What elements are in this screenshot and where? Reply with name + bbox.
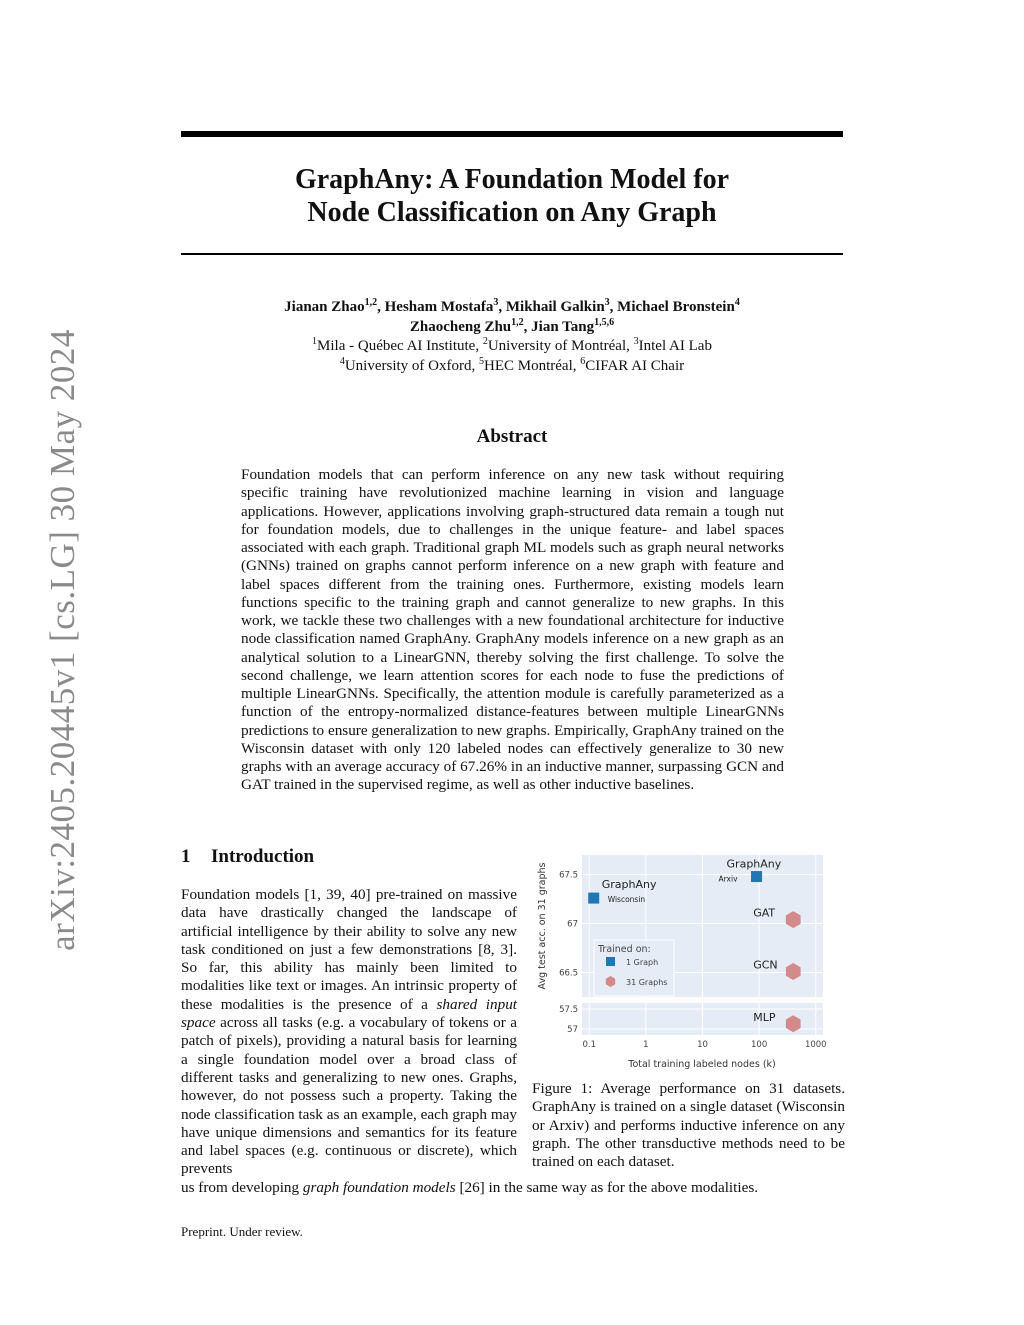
title-bottom-rule [181, 253, 843, 255]
author-affil: 4 [734, 297, 740, 308]
arxiv-stamp: arXiv:2405.20445v1 [cs.LG] 30 May 2024 [43, 329, 82, 951]
title-top-rule [181, 131, 843, 137]
data-point-square [751, 871, 762, 882]
chart-svg [530, 846, 843, 1076]
y-axis-label: Avg test acc. on 31 graphs [537, 862, 548, 990]
author-name: Jian Tang [531, 318, 595, 335]
data-label-name: MLP [753, 1010, 776, 1024]
author-block [181, 298, 843, 376]
author-line-1: Jianan Zhao$^{1,2}$, Hesham Mostafa$^3$, Mikhail Galkin$^3$, Michael Bronstein$^4$ [284, 297, 740, 315]
data-label-name: GAT [753, 906, 776, 920]
data-label-sub: Arxiv [718, 874, 738, 884]
section-heading [181, 846, 314, 868]
legend-label-31-graphs: 31 Graphs [626, 978, 668, 987]
author-name: Michael Bronstein [617, 299, 735, 315]
footer-note: Preprint. Under review. [181, 1224, 303, 1239]
data-point-square [588, 893, 599, 904]
x-tick-label: 1 [643, 1040, 649, 1050]
author-affil: 1,5,6 [594, 316, 615, 328]
legend-marker-1-graph [606, 957, 615, 966]
x-axis-label: Total training labeled nodes (k) [628, 1059, 776, 1070]
section-number: 1 [181, 846, 191, 867]
intro-paragraph: Foundation models [1, 39, 40] pre-trained on massive data have drastically changed the landscape of artificial intelligence by their ability to solve any new task conditioned on just a few demonstrations [8, 3]. So far, this ability has mainly been limited to modalities like text or images. An intrinsic property of these modalities is the presence of a shared input space across all tasks (e.g. a vocabulary of tokens or a patch of pixels), providing a natural basis for learning a single foundation model over a broad class of different tasks and generalizing to new ones. Graphs, however, do not possess such a property. Taking the node classification task as an example, each graph may have unique dimensions and semantics for its feature and label spaces (e.g. continuous or discrete), which prevents [181, 886, 518, 1178]
y-tick-label: 67 [567, 919, 578, 930]
author-name: Mikhail Galkin [505, 299, 605, 315]
abstract-text: Foundation models that can perform inference on any new task without requiring specific training have revolutionized machine learning in vision and language applications. However, applications involving graph-structured data remain a tough nut for foundation models, due to challenges in the unique feature- and label spaces associated with each graph. Traditional graph ML models such as graph neural networks (GNNs) trained on graphs cannot perform inference on a new graph with feature and label spaces different from the training ones. Furthermore, existing models learn functions specific to the training graph and cannot generalize to new graphs. In this work, we tackle these two challenges with a new foundational architecture for inductive node classification named GraphAny. GraphAny models inference on a new graph as an analytical solution to a LinearGNN, thereby solving the first challenge. To solve the second challenge, we learn attention scores for each node to fuse the predictions of multiple LinearGNNs. Specifically, the attention module is carefully parameterized as a function of the entropy-normalized distance-features between multiple LinearGNNs predictions to ensure generalization to new graphs. Empirically, GraphAny trained on the Wisconsin dataset with only 120 labeled nodes can effectively generalize to 30 new graphs with an average accuracy of 67.26% in an inductive manner, surpassing GCN and GAT trained in the supervised regime, as well as other inductive baselines. [241, 466, 784, 794]
author-affil: 1,2 [511, 316, 524, 328]
author-line-2: Zhaocheng Zhu$^{1,2}$, Jian Tang$^{1,5,6}$ [409, 316, 615, 335]
chart-legend [594, 940, 674, 996]
emphasis: shared input space [181, 995, 518, 1032]
author-name: Zhaocheng Zhu [409, 318, 512, 335]
x-tick-label: 10 [697, 1040, 708, 1050]
legend-label-1-graph: 1 Graph [626, 958, 659, 967]
y-tick-label: 57 [567, 1025, 578, 1035]
y-tick-label: 67.5 [559, 870, 578, 881]
abstract-heading: Abstract [476, 426, 548, 447]
legend-title: Trained on: [598, 944, 651, 955]
affiliation-line-1: $^1$Mila - Québec AI Institute, $^2$University of Montréal, $^3$Intel AI Lab [312, 336, 712, 354]
data-label-name: GCN [753, 958, 778, 972]
x-tick-label: 1000 [804, 1040, 827, 1050]
data-label-name: GraphAny [601, 878, 657, 892]
x-tick-label: 100 [751, 1040, 768, 1050]
y-tick-label: 57.5 [559, 1005, 578, 1015]
figure-1-chart [530, 846, 843, 1076]
section-title: Introduction [211, 846, 315, 867]
author-affil: 3 [604, 297, 610, 308]
page-title [181, 163, 843, 229]
intro-paragraph-tail: us from developing graph foundation models [26] in the same way as for the above modalities. [181, 1179, 759, 1196]
data-label-sub: Wisconsin [607, 895, 646, 905]
author-affil: 1,2 [364, 297, 378, 308]
author-affil: 3 [493, 297, 499, 308]
title-line-2: Node Classification on Any Graph [307, 197, 717, 228]
affiliation-line-2: $^4$University of Oxford, $^5$HEC Montréal, $^6$CIFAR AI Chair [339, 355, 685, 374]
author-name: Jianan Zhao [284, 299, 365, 315]
y-tick-label: 66.5 [559, 968, 578, 979]
author-name: Hesham Mostafa [384, 299, 494, 315]
title-line-1: GraphAny: A Foundation Model for [294, 164, 730, 195]
data-label-name: GraphAny [726, 857, 782, 871]
emphasis: graph foundation models [302, 1179, 456, 1196]
x-tick-label: 0.1 [582, 1040, 596, 1050]
figure-caption: Figure 1: Average performance on 31 datasets. GraphAny is trained on a single dataset (Wisconsin or Arxiv) and performs inductive inference on any graph. The other transductive methods need to be trained on each dataset. [532, 1080, 845, 1171]
